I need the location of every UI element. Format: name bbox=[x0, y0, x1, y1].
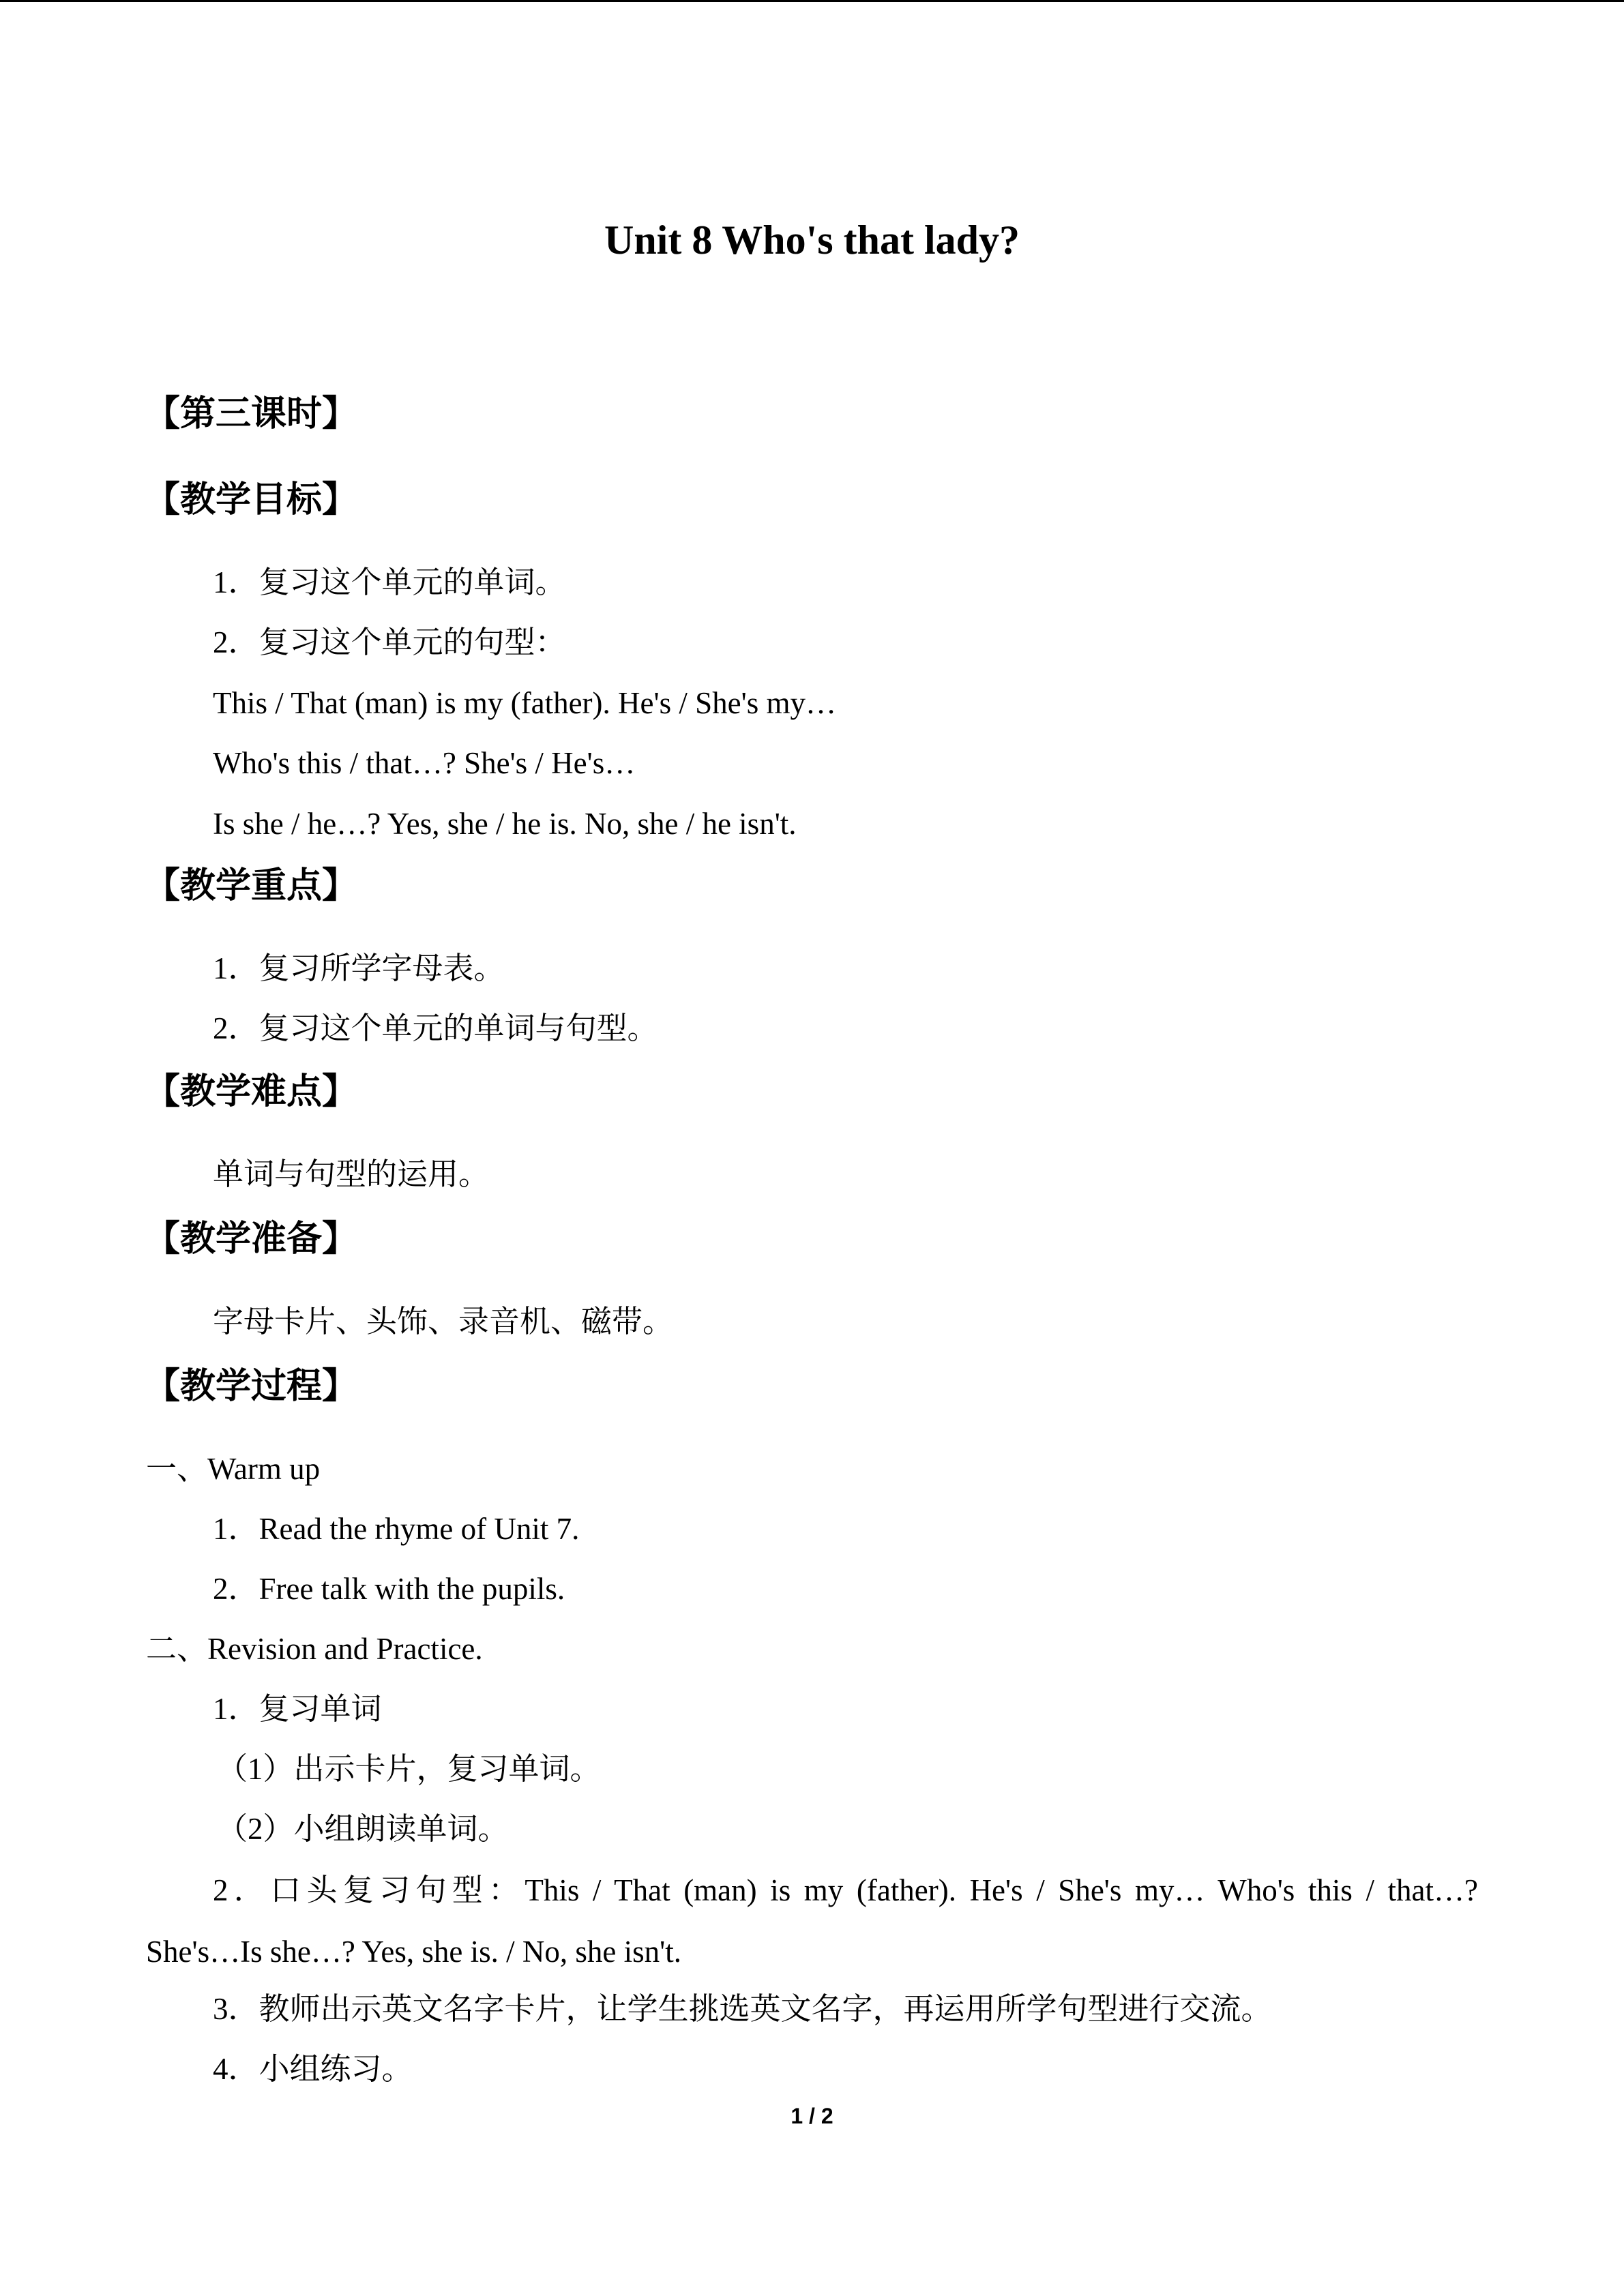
process-part-2-item-4: 4．小组练习。 bbox=[213, 2052, 413, 2086]
process-part-2-item-2-line-1: 2．口头复习句型：This / That (man) is my (father). He's / She's my… Who's this / that…? bbox=[213, 1873, 1478, 1907]
process-part-2-sub-1: （1）出示卡片，复习单词。 bbox=[217, 1752, 601, 1786]
process-part-2-item-3: 3．教师出示英文名字卡片，让学生挑选英文名字，再运用所学句型进行交流。 bbox=[213, 1992, 1272, 2026]
heading-lesson: 【第三课时】 bbox=[145, 393, 358, 434]
objective-pattern-1: This / That (man) is my (father). He's / She's my… bbox=[213, 686, 836, 720]
process-part-1-title: 一、Warm up bbox=[146, 1452, 321, 1486]
objective-item-1: 1．复习这个单元的单词。 bbox=[213, 565, 566, 599]
objective-pattern-3: Is she / he…? Yes, she / he is. No, she / he isn't. bbox=[213, 807, 797, 841]
heading-difficulties: 【教学难点】 bbox=[145, 1071, 358, 1112]
process-part-1-item-2: 2．Free talk with the pupils. bbox=[213, 1572, 565, 1606]
document-title: Unit 8 Who's that lady? bbox=[604, 218, 1020, 263]
process-part-2-item-2-line-2: She's…Is she…? Yes, she is. / No, she isn't. bbox=[146, 1935, 681, 1969]
process-part-2-sub-2: （2）小组朗读单词。 bbox=[217, 1812, 509, 1846]
objective-item-2: 2．复习这个单元的句型： bbox=[213, 625, 566, 659]
process-part-1-item-1: 1．Read the rhyme of Unit 7. bbox=[213, 1512, 580, 1546]
heading-preparation: 【教学准备】 bbox=[145, 1219, 358, 1259]
key-point-item-2: 2．复习这个单元的单词与句型。 bbox=[213, 1011, 658, 1045]
process-part-2-title: 二、Revision and Practice. bbox=[146, 1632, 483, 1666]
preparation-text: 字母卡片、头饰、录音机、磁带。 bbox=[213, 1304, 674, 1339]
objective-pattern-2: Who's this / that…? She's / He's… bbox=[213, 746, 636, 780]
page-number: 1 / 2 bbox=[791, 2104, 833, 2128]
heading-process: 【教学过程】 bbox=[145, 1366, 358, 1407]
heading-objectives: 【教学目标】 bbox=[145, 479, 358, 520]
heading-key-points: 【教学重点】 bbox=[145, 865, 358, 906]
key-point-item-1: 1．复习所学字母表。 bbox=[213, 951, 505, 985]
process-part-2-item-1: 1．复习单词 bbox=[213, 1692, 382, 1726]
difficulties-text: 单词与句型的运用。 bbox=[213, 1157, 490, 1191]
